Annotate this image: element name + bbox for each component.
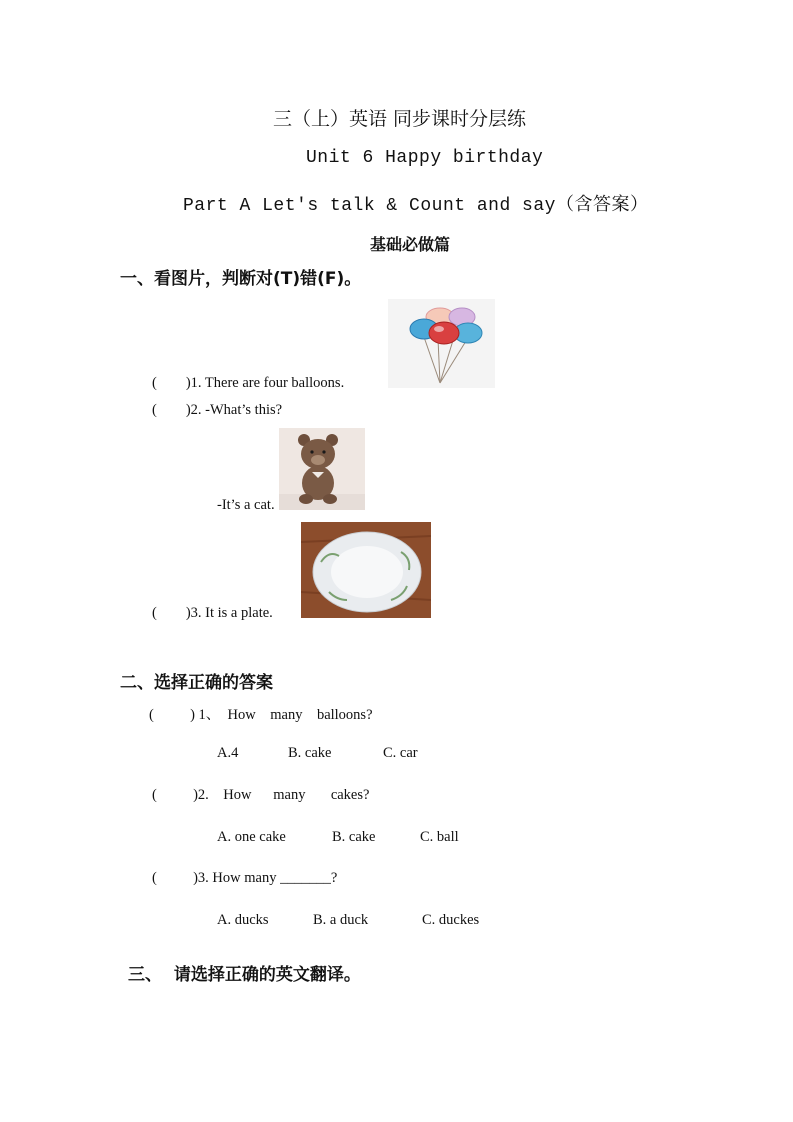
teddy-bear-icon xyxy=(279,428,365,510)
part-title: Part A Let's talk & Count and say（含答案） xyxy=(183,196,649,216)
bear-image xyxy=(279,428,365,510)
balloons-image xyxy=(388,299,495,388)
s2-q1-option-a: A.4 xyxy=(217,745,239,761)
s2-q3-option-a: A. ducks xyxy=(217,912,269,928)
level-title: 基础必做篇 xyxy=(370,235,451,254)
s1-q2-answer: -It’s a cat. xyxy=(217,497,275,513)
s1-q2: ( )2. -What’s this? xyxy=(152,402,283,418)
s2-q3-option-b: B. a duck xyxy=(313,912,369,928)
section1-heading: 一、看图片，判断对(T)错(F)。 xyxy=(120,269,362,289)
s2-q3-option-c: C. duckes xyxy=(422,912,480,928)
s2-q1-option-c: C. car xyxy=(383,745,418,761)
plate-image xyxy=(301,522,431,618)
s2-q2: ( )2. How many cakes? xyxy=(152,787,370,803)
s2-q3: ( )3. How many _______? xyxy=(152,870,338,886)
s2-q2-option-a: A. one cake xyxy=(217,829,286,845)
unit-title: Unit 6 Happy birthday xyxy=(306,148,544,168)
s1-q3: ( )3. It is a plate. xyxy=(152,605,273,621)
s1-q1: ( )1. There are four balloons. xyxy=(152,375,345,391)
s2-q1-option-b: B. cake xyxy=(288,745,332,761)
s2-q2-option-c: C. ball xyxy=(420,829,459,845)
s2-q2-option-b: B. cake xyxy=(332,829,376,845)
plate-icon xyxy=(301,522,431,618)
section2-heading: 二、选择正确的答案 xyxy=(120,673,273,693)
doc-title: 三（上）英语 同步课时分层练 xyxy=(273,108,527,130)
balloons-icon xyxy=(388,299,495,388)
section3-heading: 三、 请选择正确的英文翻译。 xyxy=(128,965,361,985)
s2-q1: ( ) 1、 How many balloons? xyxy=(149,707,373,723)
